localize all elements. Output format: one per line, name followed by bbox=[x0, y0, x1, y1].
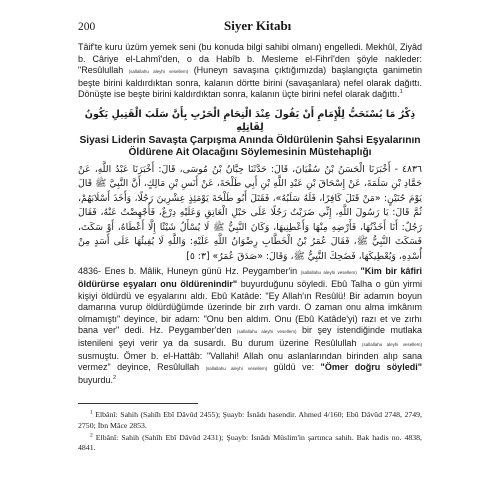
book-page bbox=[78, 18, 422, 455]
footnote-ref: 2 bbox=[113, 374, 117, 381]
translation-text: bir şey istendiğinde mutlaka istenileni şeyi verir ya da susardı. Bu durum üzerine Resûlullah bbox=[78, 325, 422, 349]
hadith-quote: "Ömer doğru söyledi" bbox=[320, 362, 422, 373]
footnote-text: Elbânî: Sahih (Sahîh Ebî Dâvûd 2431); Şuayb: İsnâdı Müslim'in şartınca sahih. Bak hadis no. 4838, 4841. bbox=[78, 432, 423, 453]
salawat-note: (sallallahu aleyhi vesellem) bbox=[236, 329, 297, 335]
paragraph-text: Tâif'te kuru üzüm yemek seni (bu konuda bilgi sahibi olmanı) engelledi. Mekhûl, Ziyâd b. Câriye el-Lahmî'den, o da Habîb b. Mesleme el-Fihrî'den şöyle nakleder: "Resûlullah bbox=[78, 42, 422, 76]
footnote-divider bbox=[78, 403, 198, 404]
salawat-note: (sallallahu aleyhi vesellem) bbox=[128, 69, 189, 75]
footnotes bbox=[78, 410, 422, 453]
arabic-section-title: ذِكْرُ مَا يُسْتَحَبُّ لِلْإِمَامِ أَنْ يَقُولَ عِنْدَ الْتِحَامِ الْحَرْبِ بِأَنَّ سَلَبَ الْقَتِيلِ يَكُونُ لِقَاتِلِهِ bbox=[84, 108, 416, 133]
section-heading: Siyasi Liderin Savaşta Çarpışma Anında Öldürülenin Şahsi Eşyalarının Öldürene Ait Olacağını Söylemesinin Müstehaplığı bbox=[79, 134, 421, 159]
translation-text: Enes b. Mâlik, Huneyn günü Hz. Peygamber'in bbox=[104, 266, 298, 277]
paragraph-text-continued: (Huneyn savaşına çıktığımızda) başlangıçta ganimetin beşte birini kaldırdıktan sonra, kalanın dörtte birini (savaşanlara) nefel olarak dağıttı. Dönüşte ise beşte birini kaldırdıktan sonra, kalanın üçte birini nefel olarak dağıttı. bbox=[78, 65, 422, 100]
salawat-note: (sallallahu aleyhi vesellem) bbox=[362, 342, 422, 348]
footnote-number: 2 bbox=[90, 432, 93, 439]
salawat-note: (sallallahu aleyhi vesellem) bbox=[205, 366, 268, 372]
footnote-2 bbox=[78, 433, 422, 453]
footnote-number: 1 bbox=[90, 409, 93, 416]
arabic-hadith-text: ٤٨٣٦ - أَخْبَرَنَا الْحَسَنُ بْنُ سُفْيَانَ، قَالَ: حَدَّثَنَا حِبَّانُ بْنُ مُوسَى، قَالَ: أَخْبَرَنَا عَبْدُ اللَّهِ، عَنْ حَمَّادِ بْنِ سَلَمَةَ، عَنْ إِسْحَاقَ بْنِ عَبْدِ اللَّهِ بْنِ أَبِي طَلْحَةَ، عَنْ أَنَسِ بْنِ مَالِكٍ، أَنَّ النَّبِيَّ ﷺ قَالَ يَوْمَ حُنَيْنٍ: «مَنْ قَتَلَ كَافِرًا، فَلَهُ سَلَبُهُ»، فَقَتَلَ أَبُو طَلْحَةَ يَوْمَئِذٍ عِشْرِينَ رَجُلًا، وَأَخَذَ أَسْلَابَهُمْ، ثُمَّ قَالَ: يَا رَسُولَ اللَّهِ، إِنِّي ضَرَبْتُ رَجُلًا عَلَى حَبْلِ الْعَاتِقِ وَعَلَيْهِ دِرْعٌ، فَأُجْهِضْتُ عَنْهُ، فَقَالَ رَجُلٌ: أَنَا أَخَذْتُهَا، فَأَرْضِهِ مِنْهَا وَأَعْطِنِيهَا، وَكَانَ النَّبِيُّ ﷺ لَا يُسْأَلُ شَيْئًا إِلَّا أَعْطَاهُ، أَوْ سَكَتَ، فَسَكَتَ النَّبِيُّ ﷺ، فَقَالَ عُمَرُ بْنُ الْخَطَّابِ رِضْوَانُ اللَّهِ عَلَيْهِ: وَاللَّهِ لَا يُفِيئُهَا عَلَى أَسَدٍ مِنْ أُسْدِهِ، وَيُعْطِيكَهَا، فَضَحِكَ النَّبِيُّ ﷺ، وَقَالَ: «صَدَقَ عُمَرُ» [٣: ٥] bbox=[78, 163, 422, 262]
footnote-text: Elbânî: Sahih (Sahîh Ebî Dâvûd 2455); Şuayb: İsnâdı hasendir. Ahmed 4/160; Ebû Dâvûd 2748, 2749, 2750; İbn Mâce 2853. bbox=[78, 410, 423, 430]
translation-text: buyurdu. bbox=[78, 374, 114, 385]
footnote-ref: 1 bbox=[399, 89, 403, 96]
translation-text: susmuştu. Ömer b. el-Hattâb: "Vallahi! Allah onu aslanlarından birinden alıp sana vermez" deyince, Resûlullah bbox=[78, 350, 422, 373]
translation-text: güldü ve: bbox=[273, 362, 315, 373]
translation-paragraph bbox=[78, 266, 422, 386]
translation-text: buyurduğunu söyledi. Ebû Talha o gün yirmi kişiyi öldürdü ve eşyalarını aldı. Ebû Katâde: "Ey Allah'ın Resûlü! Bir adamın boyun damarına vurup öldürdüğümde üzerinde bir zırh vardı. O zaman onu alma imkânım olmamıştı" deyince, bir adam: "Onu ben aldım. Onu (Ebû Katâde'yi) razı et ve zırhı bana ver" dedi. Hz. Peygamber'den bbox=[78, 279, 422, 336]
footnote-1 bbox=[78, 410, 422, 430]
body-paragraph bbox=[78, 42, 422, 101]
salawat-note: (sallallahu aleyhi vesellem) bbox=[300, 270, 357, 276]
page-header: 200 Siyer Kitabı bbox=[78, 18, 292, 33]
hadith-quote: "Kim bir kâfiri öldürürse eşyaları onu öldürenindir" bbox=[78, 266, 422, 290]
running-title: Siyer Kitabı bbox=[224, 18, 292, 33]
hadith-number: 4836- bbox=[78, 266, 102, 277]
